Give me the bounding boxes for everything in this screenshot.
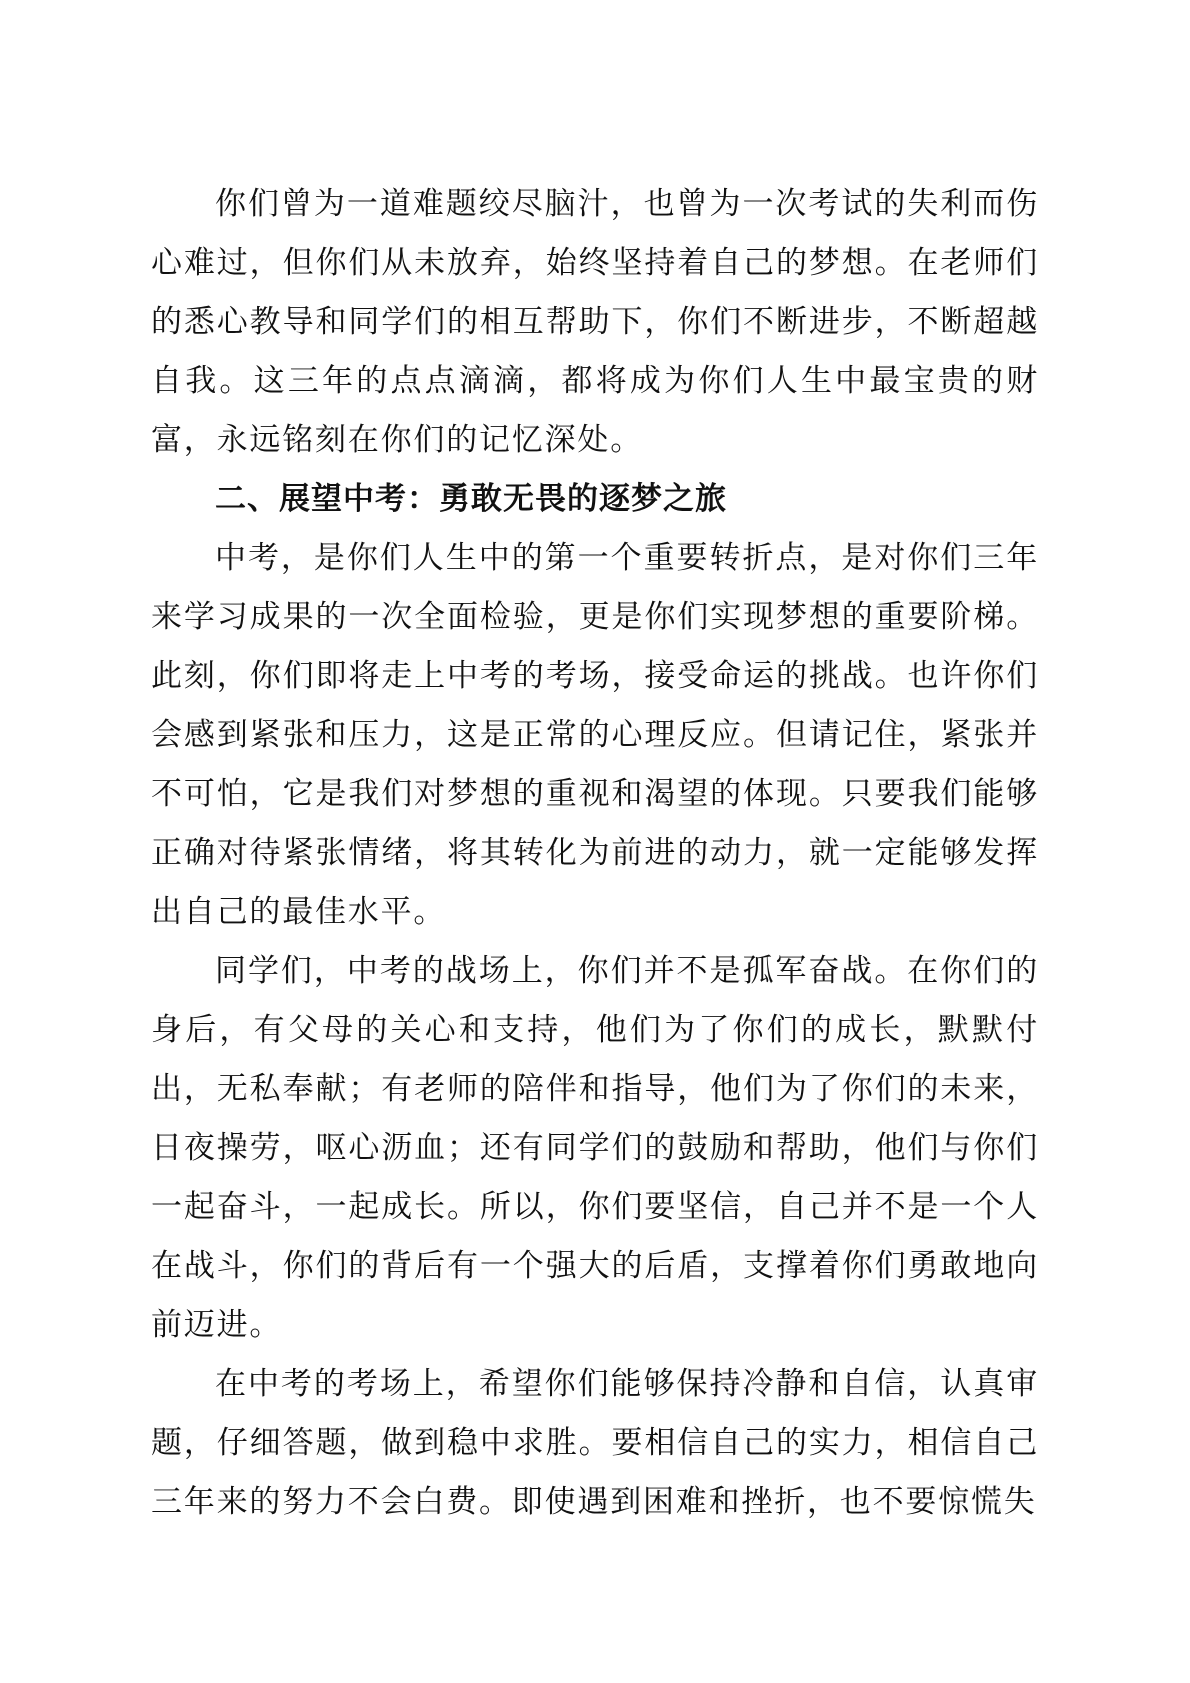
body-paragraph: 在中考的考场上，希望你们能够保持冷静和自信，认真审题，仔细答题，做到稳中求胜。要相信自己的实力，相信自己三年来的努力不会白费。即使遇到困难和挫折，也不要惊慌失 [151,1366,1039,1520]
body-paragraph: 你们曾为一道难题绞尽脑汁，也曾为一次考试的失利而伤心难过，但你们从未放弃，始终坚持着自己的梦想。在老师们的悉心教导和同学们的相互帮助下，你们不断进步，不断超越自我。这三年的点点滴滴，都将成为你们人生中最宝贵的财富，永远铭刻在你们的记忆深处。 [151,186,1039,458]
section-heading: 二、展望中考：勇敢无畏的逐梦之旅 [215,481,727,517]
body-paragraph: 同学们，中考的战场上，你们并不是孤军奋战。在你们的身后，有父母的关心和支持，他们为了你们的成长，默默付出，无私奉献；有老师的陪伴和指导，他们为了你们的未来，日夜操劳，呕心沥血；还有同学们的鼓励和帮助，他们与你们一起奋斗，一起成长。所以，你们要坚信，自己并不是一个人在战斗，你们的背后有一个强大的后盾，支撑着你们勇敢地向前迈进。 [151,953,1039,1343]
document-body [151,175,1039,1532]
body-paragraph: 中考，是你们人生中的第一个重要转折点，是对你们三年来学习成果的一次全面检验，更是你们实现梦想的重要阶梯。此刻，你们即将走上中考的考场，接受命运的挑战。也许你们会感到紧张和压力，这是正常的心理反应。但请记住，紧张并不可怕，它是我们对梦想的重视和渴望的体现。只要我们能够正确对待紧张情绪，将其转化为前进的动力，就一定能够发挥出自己的最佳水平。 [151,540,1039,930]
